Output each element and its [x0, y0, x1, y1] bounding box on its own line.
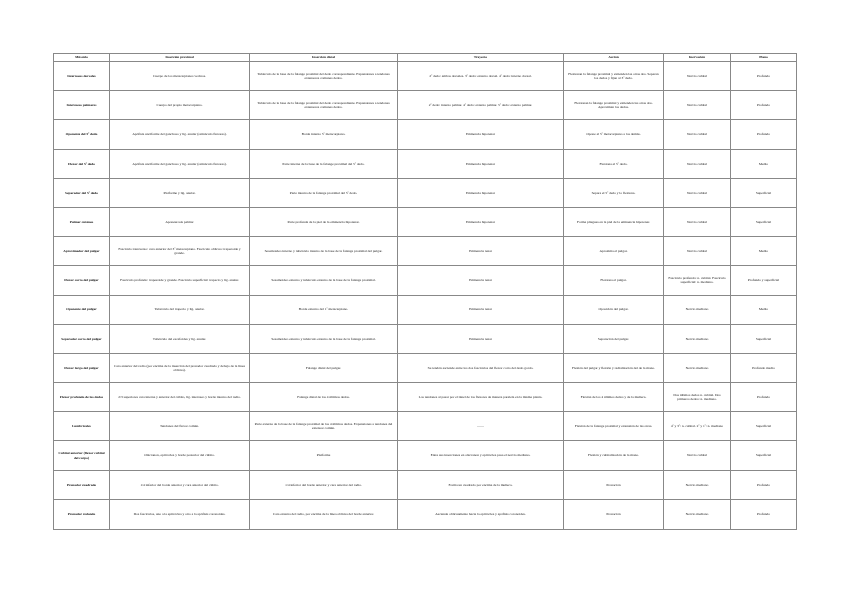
muscle-name-cell: Flexor corto del pulgar — [54, 266, 110, 295]
path-cell: Eminencia hipotenar — [398, 149, 564, 178]
column-header: Inserción proximal — [110, 54, 250, 62]
innervation-cell: Nervio mediano — [664, 324, 731, 353]
innervation-cell: 4º y 3º: n. cubital. 2º y 1º: n. mediano — [664, 412, 731, 441]
muscle-name-cell: Interóseos dorsales — [54, 62, 110, 91]
path-cell: Los tendones al pasar por el túnel de los flexores de manera paralela en la misma planta. — [398, 383, 564, 412]
action-cell: Opone al 5º metacarpiano a los demás. — [564, 120, 664, 149]
path-cell: Eminencia tenar — [398, 324, 564, 353]
muscle-name-cell: Aproximador del pulgar — [54, 237, 110, 266]
proximal-insertion-cell: Cara anterior del radio (por encima de la inserción del pronador cuadrado y debajo de la línea oblicua). — [110, 353, 250, 382]
distal-insertion-cell: Parte externa de la base de la falange proximal de los 4 últimos dedos. Expansiones a tendones del extensor común. — [250, 412, 398, 441]
distal-insertion-cell: Cara externa del radio, por encima de la línea oblicua del borde anterior. — [250, 499, 398, 529]
proximal-insertion-cell: 1/4 inferior del borde anterior y cara anterior del cúbito. — [110, 470, 250, 499]
action-cell: Flexión de la falange proximal y extensión de las otras. — [564, 412, 664, 441]
plane-cell: Medio — [731, 237, 797, 266]
muscle-name-cell: Flexor profundo de los dedos — [54, 383, 110, 412]
table-row — [54, 237, 797, 266]
innervation-cell: Nervio cubital — [664, 178, 731, 207]
table-row — [54, 324, 797, 353]
path-cell: Forma un cuadrado por encima de la muñeca. — [398, 470, 564, 499]
action-cell: Flexionan la falange proximal y extienden las otras dos. Separan los dedos y fijan al 3º dedo. — [564, 62, 664, 91]
innervation-cell: Nervio mediano — [664, 353, 731, 382]
plane-cell: Profundo y superficial — [731, 266, 797, 295]
action-cell: Separación del pulgar. — [564, 324, 664, 353]
innervation-cell: Nervio cubital — [664, 91, 731, 120]
muscle-name-cell: Lumbricales — [54, 412, 110, 441]
innervation-cell: Nervio cubital — [664, 62, 731, 91]
action-cell: Flexionan la falange proximal y extienden las otras dos. Aproximan los dedos. — [564, 91, 664, 120]
proximal-insertion-cell: Apófisis unciforme del ganchoso y lig. anular (retináculo flexores). — [110, 149, 250, 178]
table-row — [54, 149, 797, 178]
distal-insertion-cell: Falange distal del pulgar. — [250, 353, 398, 382]
distal-insertion-cell: 1/4 inferior del borde anterior y cara anterior del radio. — [250, 470, 398, 499]
distal-insertion-cell: Falange distal de los 4 últimos dedos. — [250, 383, 398, 412]
innervation-cell: Nervio cubital — [664, 207, 731, 236]
action-cell: Flexión y cubitalización de la mano. — [564, 441, 664, 470]
distal-insertion-cell: Borde interno 5º metacarpiano. — [250, 120, 398, 149]
plane-cell: Profundo — [731, 120, 797, 149]
plane-cell: Superficial — [731, 178, 797, 207]
distal-insertion-cell: Parte interna de la base de la falange proximal del 5º dedo. — [250, 149, 398, 178]
plane-cell: Superficial — [731, 207, 797, 236]
proximal-insertion-cell: Tubérculo del escafoides y lig. anular. — [110, 324, 250, 353]
path-cell: 2º dedo: interno palmar. 4º dedo: externo palmar. 5º dedo: externo palmar. — [398, 91, 564, 120]
plane-cell: Superficial — [731, 412, 797, 441]
path-cell: Asciende oblicuamente hacia la epitróclea y apófisis coronoides. — [398, 499, 564, 529]
column-header: Trayecto — [398, 54, 564, 62]
table-row — [54, 178, 797, 207]
path-cell: Eminencia tenar — [398, 237, 564, 266]
distal-insertion-cell: Sesamoideo interno y tubérculo interno de la base de la falange proximal del pulgar. — [250, 237, 398, 266]
distal-insertion-cell: Pisiforme — [250, 441, 398, 470]
plane-cell: Medio — [731, 295, 797, 324]
proximal-insertion-cell: Cuerpo del propio metacarpiano. — [110, 91, 250, 120]
action-cell: Flexión del pulgar y flexión y radialización del de la mano. — [564, 353, 664, 382]
table-row — [54, 120, 797, 149]
proximal-insertion-cell: Dos fascículos, uno a la epitróclea y otro a la apófisis coronoides. — [110, 499, 250, 529]
plane-cell: Profundo medio — [731, 353, 797, 382]
action-cell: Forma pliegues en la piel de la eminencia hipotenar. — [564, 207, 664, 236]
proximal-insertion-cell: Pisiforme y lig. anular. — [110, 178, 250, 207]
path-cell: Eminencia hipotenar — [398, 120, 564, 149]
proximal-insertion-cell: 2/3 superiores cara interna y anterior del cúbito, lig. interóseo y borde interno del radio. — [110, 383, 250, 412]
table-header-row — [54, 54, 797, 62]
plane-cell: Profundo — [731, 383, 797, 412]
innervation-cell: Fascículo profundo: n. cubital. Fascículo superficial: n. mediano. — [664, 266, 731, 295]
innervation-cell: Nervio mediano — [664, 499, 731, 529]
proximal-insertion-cell: Aponeurosis palmar — [110, 207, 250, 236]
plane-cell: Profundo — [731, 62, 797, 91]
muscle-name-cell: Oponente del 5º dedo — [54, 120, 110, 149]
muscle-name-cell: Flexor del 5º dedo — [54, 149, 110, 178]
path-cell: Entre sus inserciones en olécranon y epitróclea pasa el nervio mediano. — [398, 441, 564, 470]
path-cell: —— — [398, 412, 564, 441]
innervation-cell: Nervio cubital — [664, 237, 731, 266]
proximal-insertion-cell: Apófisis unciforme del ganchoso y lig. anular (retináculo flexores). — [110, 120, 250, 149]
column-header: Músculo — [54, 54, 110, 62]
muscle-table — [53, 53, 797, 530]
muscle-name-cell: Cubital anterior (flexor cubital del carpo) — [54, 441, 110, 470]
proximal-insertion-cell: Fascículo profundo: trapezoide y grande. Fascículo superficial: trapecio y lig. anular. — [110, 266, 250, 295]
muscle-name-cell: Separador del 5º dedo — [54, 178, 110, 207]
distal-insertion-cell: Parte interna de la falange proximal del 5º dedo. — [250, 178, 398, 207]
innervation-cell: Nervio mediano — [664, 295, 731, 324]
table-row — [54, 266, 797, 295]
muscle-name-cell: Flexor largo del pulgar — [54, 353, 110, 382]
table-row — [54, 207, 797, 236]
action-cell: Flexiona el 5º dedo. — [564, 149, 664, 178]
innervation-cell: Nervio cubital — [664, 120, 731, 149]
distal-insertion-cell: Tubérculo de la base de la falange proximal del dedo correspondiente. Expansiones a tendones extensores comunes dedos. — [250, 91, 398, 120]
table-row — [54, 470, 797, 499]
innervation-cell: Nervio cubital — [664, 441, 731, 470]
path-cell: Eminencia tenar — [398, 295, 564, 324]
distal-insertion-cell: Sesamoideo externo y tubérculo externo de la base de la falange proximal. — [250, 324, 398, 353]
distal-insertion-cell: Parte profunda de la piel de la eminencia hipotenar. — [250, 207, 398, 236]
muscle-name-cell: Palmar cutáneo — [54, 207, 110, 236]
proximal-insertion-cell: Olécranon, epitróclea y borde posterior del cúbito. — [110, 441, 250, 470]
proximal-insertion-cell: Cuerpo de los metacarpianos vecinos. — [110, 62, 250, 91]
plane-cell: Profundo — [731, 91, 797, 120]
action-cell: Pronación — [564, 499, 664, 529]
muscle-name-cell: Interóseos palmares — [54, 91, 110, 120]
plane-cell: Profundo — [731, 470, 797, 499]
table-row — [54, 441, 797, 470]
column-header: Inserción distal — [250, 54, 398, 62]
muscle-name-cell: Oponente del pulgar — [54, 295, 110, 324]
plane-cell: Superficial — [731, 324, 797, 353]
action-cell: Flexiona el pulgar. — [564, 266, 664, 295]
path-cell: Eminencia hipotenar — [398, 178, 564, 207]
path-cell: Eminencia hipotenar — [398, 207, 564, 236]
action-cell: Pronación — [564, 470, 664, 499]
table-body — [54, 62, 797, 530]
distal-insertion-cell: Tubérculo de la base de la falange proximal del dedo correspondiente. Expansiones a tendones extensores comunes dedos. — [250, 62, 398, 91]
innervation-cell: Nervio mediano — [664, 470, 731, 499]
table-row — [54, 91, 797, 120]
plane-cell: Profundo — [731, 499, 797, 529]
table-row — [54, 295, 797, 324]
action-cell: Flexión de los 4 últimos dedos y de la muñeca. — [564, 383, 664, 412]
table-row — [54, 412, 797, 441]
proximal-insertion-cell: Tendones del flexor común. — [110, 412, 250, 441]
path-cell: Su tendón asciende entre los dos fascículos del flexor corto del dedo gordo. — [398, 353, 564, 382]
muscle-name-cell: Separador corto del pulgar — [54, 324, 110, 353]
action-cell: Oposición del pulgar. — [564, 295, 664, 324]
plane-cell: Superficial — [731, 441, 797, 470]
innervation-cell: Nervio cubital — [664, 149, 731, 178]
column-header: Acción — [564, 54, 664, 62]
table-row — [54, 353, 797, 382]
muscle-name-cell: Pronador cuadrado — [54, 470, 110, 499]
table-row — [54, 62, 797, 91]
distal-insertion-cell: Sesamoideo externo y tubérculo externo de la base de la falange proximal. — [250, 266, 398, 295]
table-row — [54, 499, 797, 529]
column-header: Plano — [731, 54, 797, 62]
table-row — [54, 383, 797, 412]
innervation-cell: Dos últimos dedos n. cubital. Dos primeros dedos: n. mediano. — [664, 383, 731, 412]
action-cell: Separa el 5º dedo y lo flexiona. — [564, 178, 664, 207]
muscle-name-cell: Pronador redondo — [54, 499, 110, 529]
column-header: Inervación — [664, 54, 731, 62]
path-cell: Eminencia tenar — [398, 266, 564, 295]
distal-insertion-cell: Borde externo del 1º metacarpiano. — [250, 295, 398, 324]
path-cell: 2º dedo: ambos dorsales. 3º dedo: externo dorsal. 4º dedo: interno dorsal. — [398, 62, 564, 91]
plane-cell: Medio — [731, 149, 797, 178]
action-cell: Aproxima el pulgar. — [564, 237, 664, 266]
proximal-insertion-cell: Fascículo transverso: cara anterior del 3º metacarpiano. Fascículo oblicuo: trapezoide y grande. — [110, 237, 250, 266]
proximal-insertion-cell: Tubérculo del trapecio y lig. anular. — [110, 295, 250, 324]
